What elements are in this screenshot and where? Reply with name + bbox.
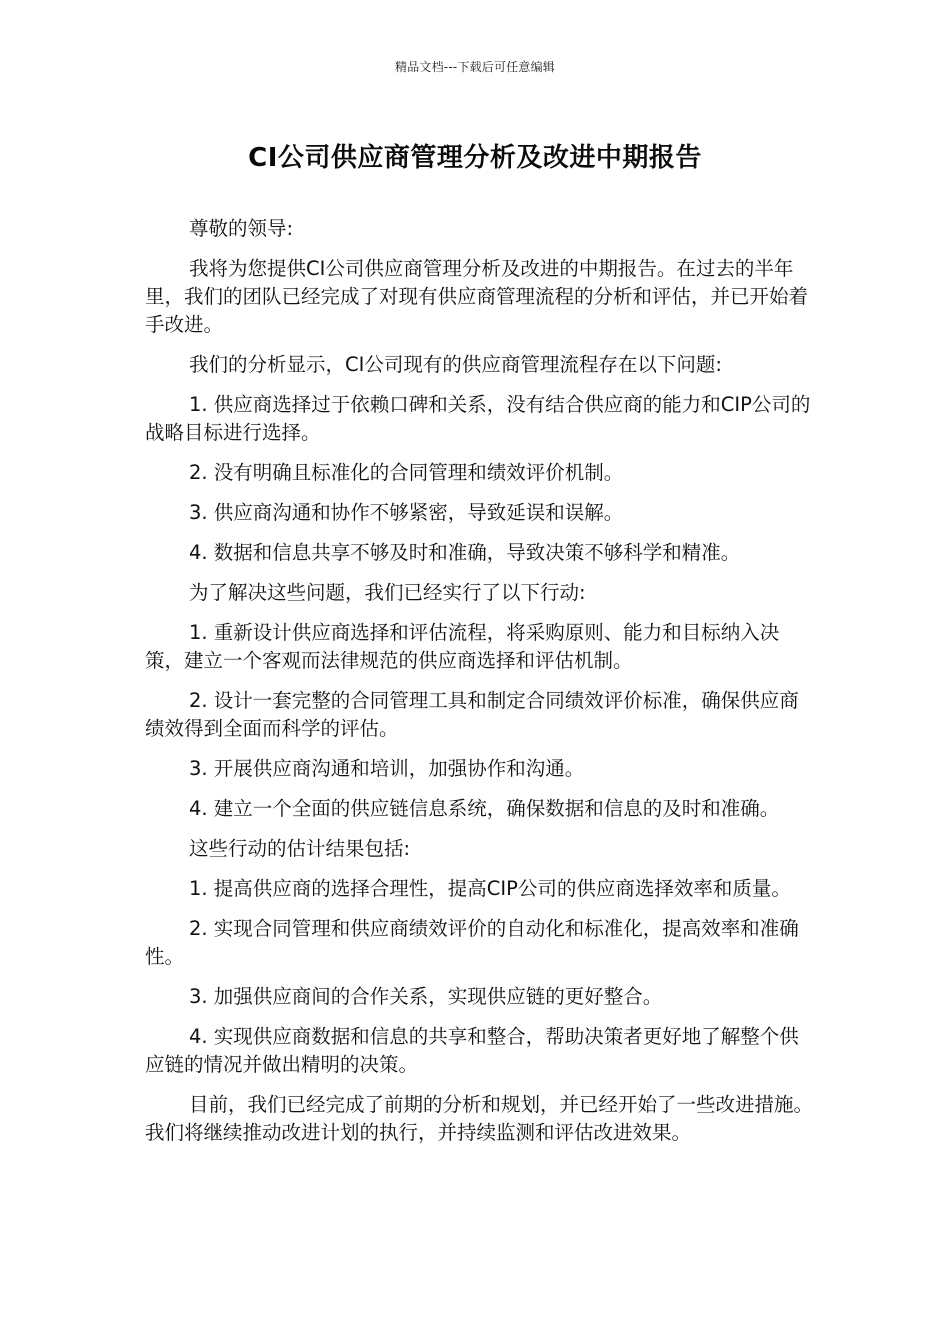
result-item: 2. 实现合同管理和供应商绩效评价的自动化和标准化，提高效率和准确性。 bbox=[145, 917, 799, 968]
closing-paragraph: 目前，我们已经完成了前期的分析和规划，并已经开始了一些改进措施。我们将继续推动改进计划的执行，并持续监测和评估改进效果。 bbox=[145, 1093, 814, 1144]
salutation: 尊敬的领导: bbox=[189, 217, 294, 240]
problem-item: 2. 没有明确且标准化的合同管理和绩效评价机制。 bbox=[189, 461, 624, 484]
header-note: 精品文档---下载后可任意编辑 bbox=[395, 60, 555, 74]
body-paragraph: 这些行动的估计结果包括: bbox=[189, 837, 411, 860]
body-paragraph: 我将为您提供CI公司供应商管理分析及改进的中期报告。在过去的半年里，我们的团队已经完成了对现有供应商管理流程的分析和评估，并已开始着手改进。 bbox=[145, 257, 809, 336]
body-paragraph: 我们的分析显示，CI公司现有的供应商管理流程存在以下问题: bbox=[189, 353, 722, 376]
result-item: 4. 实现供应商数据和信息的共享和整合，帮助决策者更好地了解整个供应链的情况并做出精明的决策。 bbox=[145, 1025, 799, 1076]
action-item: 4. 建立一个全面的供应链信息系统，确保数据和信息的及时和准确。 bbox=[189, 797, 780, 820]
body-paragraph: 为了解决这些问题，我们已经实行了以下行动: bbox=[189, 581, 586, 604]
action-item: 2. 设计一套完整的合同管理工具和制定合同绩效评价标准，确保供应商绩效得到全面而科学的评估。 bbox=[145, 689, 799, 740]
result-item: 1. 提高供应商的选择合理性，提高CIP公司的供应商选择效率和质量。 bbox=[189, 877, 791, 900]
document-body bbox=[145, 215, 813, 1159]
action-item: 1. 重新设计供应商选择和评估流程，将采购原则、能力和目标纳入决策，建立一个客观而法律规范的供应商选择和评估机制。 bbox=[145, 621, 780, 672]
problem-item: 3. 供应商沟通和协作不够紧密，导致延误和误解。 bbox=[189, 501, 624, 524]
problem-item: 1. 供应商选择过于依赖口碑和关系，没有结合供应商的能力和CIP公司的战略目标进行选择。 bbox=[145, 393, 811, 444]
action-item: 3. 开展供应商沟通和培训，加强协作和沟通。 bbox=[189, 757, 585, 780]
result-item: 3. 加强供应商间的合作关系，实现供应链的更好整合。 bbox=[189, 985, 663, 1008]
problem-item: 4. 数据和信息共享不够及时和准确，导致决策不够科学和精准。 bbox=[189, 541, 741, 564]
document-title: CI公司供应商管理分析及改进中期报告 bbox=[248, 143, 702, 173]
